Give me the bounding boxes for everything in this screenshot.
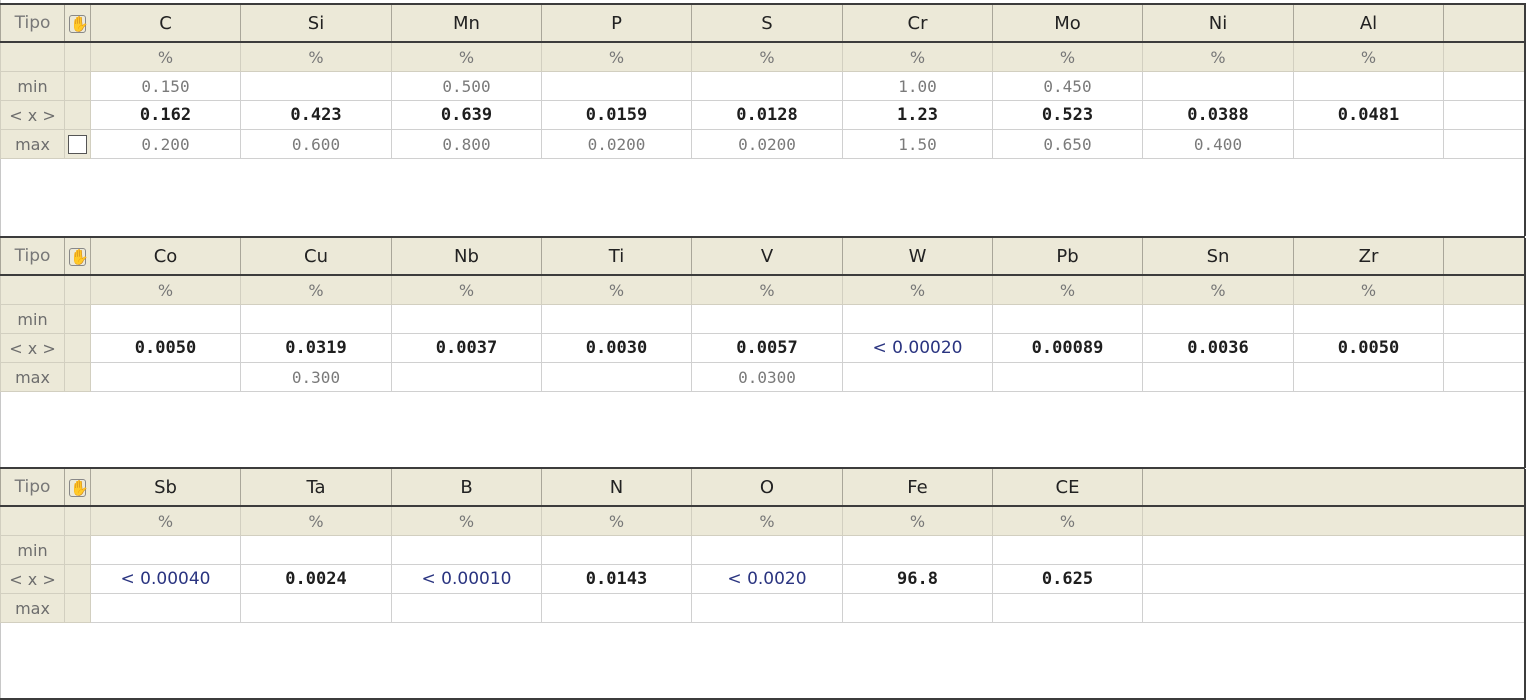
avg-cell-below-detection[interactable]: < 0.00010: [392, 565, 542, 594]
avg-cell[interactable]: 96.8: [843, 565, 993, 594]
min-cell[interactable]: [241, 536, 392, 565]
max-label: max: [1, 594, 65, 623]
hand-icon[interactable]: ✋: [70, 247, 89, 266]
min-cell[interactable]: 1.00: [843, 72, 993, 101]
unit-row: [1, 506, 1525, 536]
unit-row: [1, 42, 1525, 72]
avg-cell-below-detection[interactable]: < 0.00040: [91, 565, 241, 594]
unit-cell: %: [241, 42, 392, 72]
element-header-mn[interactable]: Mn: [392, 4, 542, 42]
grab-handle-cell[interactable]: [65, 468, 91, 506]
element-header-sb[interactable]: Sb: [91, 468, 241, 506]
min-label: min: [1, 536, 65, 565]
avg-cell[interactable]: 0.0128: [692, 101, 843, 130]
avg-aux: [65, 334, 91, 363]
element-header-al[interactable]: Al: [1294, 4, 1444, 42]
avg-cell[interactable]: 0.523: [993, 101, 1143, 130]
avg-cell[interactable]: 0.00089: [993, 334, 1143, 363]
element-header-row: [1, 4, 1525, 42]
min-cell[interactable]: [993, 536, 1143, 565]
avg-cell[interactable]: 0.0319: [241, 334, 392, 363]
avg-cell[interactable]: 0.0050: [91, 334, 241, 363]
avg-label: < x >: [1, 101, 65, 130]
element-header-b[interactable]: B: [392, 468, 542, 506]
element-header-cu[interactable]: Cu: [241, 237, 392, 275]
element-header-mo[interactable]: Mo: [993, 4, 1143, 42]
min-cell[interactable]: 0.500: [392, 72, 542, 101]
unit-cell: %: [1143, 42, 1294, 72]
min-cell[interactable]: [542, 536, 692, 565]
unit-cell: %: [542, 275, 692, 305]
max-cell[interactable]: 0.400: [1143, 130, 1294, 159]
avg-empty: [1444, 334, 1525, 363]
avg-aux: [65, 565, 91, 594]
unit-cell: %: [91, 275, 241, 305]
avg-cell[interactable]: 0.0481: [1294, 101, 1444, 130]
unit-cell: %: [91, 42, 241, 72]
max-label: max: [1, 363, 65, 392]
element-header-nb[interactable]: Nb: [392, 237, 542, 275]
min-cell[interactable]: [91, 305, 241, 334]
max-row: [1, 363, 1525, 392]
unit-label-blank: [1, 275, 65, 305]
min-row: [1, 536, 1525, 565]
min-empty: [1143, 536, 1525, 565]
max-cell[interactable]: [392, 594, 542, 623]
element-header-ni[interactable]: Ni: [1143, 4, 1294, 42]
unit-cell: %: [692, 506, 843, 536]
min-cell[interactable]: [692, 305, 843, 334]
element-header-c[interactable]: C: [91, 4, 241, 42]
empty-header-cell: [1143, 468, 1525, 506]
element-header-o[interactable]: O: [692, 468, 843, 506]
unit-cell: %: [993, 506, 1143, 536]
unit-empty: [1143, 506, 1525, 536]
unit-cell: %: [843, 506, 993, 536]
avg-cell[interactable]: 0.162: [91, 101, 241, 130]
element-header-n[interactable]: N: [542, 468, 692, 506]
min-cell[interactable]: [993, 305, 1143, 334]
element-header-s[interactable]: S: [692, 4, 843, 42]
empty-header-cell: [1444, 4, 1525, 42]
min-cell[interactable]: [1143, 305, 1294, 334]
max-empty: [1444, 130, 1525, 159]
max-checkbox-cell[interactable]: [65, 130, 91, 159]
avg-cell[interactable]: 0.0050: [1294, 334, 1444, 363]
max-cell[interactable]: [241, 594, 392, 623]
min-aux: [65, 536, 91, 565]
element-header-row: [1, 468, 1525, 506]
max-cell[interactable]: 0.800: [392, 130, 542, 159]
unit-cell: %: [692, 42, 843, 72]
tipo-header[interactable]: Tipo: [1, 237, 65, 275]
min-cell[interactable]: [91, 536, 241, 565]
max-label: max: [1, 130, 65, 159]
element-header-ti[interactable]: Ti: [542, 237, 692, 275]
unit-cell: %: [1143, 275, 1294, 305]
unit-cell: %: [542, 42, 692, 72]
unit-cell: %: [392, 275, 542, 305]
unit-cell: %: [241, 275, 392, 305]
element-header-ta[interactable]: Ta: [241, 468, 392, 506]
unit-aux-blank: [65, 42, 91, 72]
unit-cell: %: [91, 506, 241, 536]
max-row: [1, 594, 1525, 623]
max-aux: [65, 363, 91, 392]
max-checkbox[interactable]: [68, 135, 87, 154]
element-header-si[interactable]: Si: [241, 4, 392, 42]
min-cell[interactable]: 0.450: [993, 72, 1143, 101]
avg-aux: [65, 101, 91, 130]
hand-icon[interactable]: ✋: [70, 478, 89, 497]
avg-row: [1, 565, 1525, 594]
composition-table-2: [0, 236, 1525, 392]
min-cell[interactable]: [392, 536, 542, 565]
min-empty: [1444, 305, 1525, 334]
unit-row: [1, 275, 1525, 305]
avg-cell-below-detection[interactable]: < 0.0020: [692, 565, 843, 594]
min-cell[interactable]: [843, 305, 993, 334]
avg-label: < x >: [1, 334, 65, 363]
min-cell[interactable]: [1143, 72, 1294, 101]
element-header-zr[interactable]: Zr: [1294, 237, 1444, 275]
unit-cell: %: [241, 506, 392, 536]
avg-cell[interactable]: 0.625: [993, 565, 1143, 594]
element-header-fe[interactable]: Fe: [843, 468, 993, 506]
max-cell[interactable]: [91, 363, 241, 392]
composition-table-3: [0, 467, 1525, 623]
max-aux: [65, 594, 91, 623]
element-header-cr[interactable]: Cr: [843, 4, 993, 42]
max-cell[interactable]: 1.50: [843, 130, 993, 159]
unit-cell: %: [993, 42, 1143, 72]
avg-cell[interactable]: 1.23: [843, 101, 993, 130]
max-cell[interactable]: 0.600: [241, 130, 392, 159]
max-cell[interactable]: [542, 594, 692, 623]
avg-cell[interactable]: 0.0388: [1143, 101, 1294, 130]
min-cell[interactable]: [1294, 305, 1444, 334]
grab-handle-cell[interactable]: [65, 4, 91, 42]
unit-cell: %: [392, 506, 542, 536]
unit-cell: %: [1294, 42, 1444, 72]
max-cell[interactable]: [1143, 363, 1294, 392]
max-cell[interactable]: [843, 594, 993, 623]
unit-cell: %: [392, 42, 542, 72]
unit-cell: %: [542, 506, 692, 536]
min-cell[interactable]: 0.150: [91, 72, 241, 101]
avg-label: < x >: [1, 565, 65, 594]
empty-header-cell: [1444, 237, 1525, 275]
max-cell[interactable]: [542, 363, 692, 392]
min-cell[interactable]: [1294, 72, 1444, 101]
min-empty: [1444, 72, 1525, 101]
min-cell[interactable]: [241, 72, 392, 101]
avg-cell[interactable]: 0.0057: [692, 334, 843, 363]
element-header-co[interactable]: Co: [91, 237, 241, 275]
min-row: [1, 72, 1525, 101]
element-header-pb[interactable]: Pb: [993, 237, 1143, 275]
max-cell[interactable]: [692, 594, 843, 623]
element-header-v[interactable]: V: [692, 237, 843, 275]
min-cell[interactable]: [542, 305, 692, 334]
min-label: min: [1, 305, 65, 334]
max-empty: [1143, 594, 1525, 623]
element-header-sn[interactable]: Sn: [1143, 237, 1294, 275]
element-header-ce[interactable]: CE: [993, 468, 1143, 506]
max-empty: [1444, 363, 1525, 392]
min-row: [1, 305, 1525, 334]
min-aux: [65, 305, 91, 334]
min-cell[interactable]: [843, 536, 993, 565]
max-cell[interactable]: 0.200: [91, 130, 241, 159]
avg-cell[interactable]: 0.639: [392, 101, 542, 130]
max-cell[interactable]: [843, 363, 993, 392]
min-cell[interactable]: [392, 305, 542, 334]
min-aux: [65, 72, 91, 101]
min-label: min: [1, 72, 65, 101]
max-cell[interactable]: 0.0300: [692, 363, 843, 392]
max-cell[interactable]: 0.300: [241, 363, 392, 392]
composition-table-1: [0, 3, 1525, 159]
avg-cell[interactable]: 0.0024: [241, 565, 392, 594]
unit-label-blank: [1, 506, 65, 536]
grab-handle-cell[interactable]: [65, 237, 91, 275]
unit-cell: %: [1294, 275, 1444, 305]
avg-cell[interactable]: 0.0143: [542, 565, 692, 594]
max-cell[interactable]: 0.0200: [692, 130, 843, 159]
unit-cell: %: [993, 275, 1143, 305]
max-cell[interactable]: 0.650: [993, 130, 1143, 159]
element-header-p[interactable]: P: [542, 4, 692, 42]
avg-empty: [1444, 101, 1525, 130]
max-row: [1, 130, 1525, 159]
unit-label-blank: [1, 42, 65, 72]
unit-aux-blank: [65, 275, 91, 305]
max-cell[interactable]: [392, 363, 542, 392]
min-cell[interactable]: [692, 72, 843, 101]
hand-icon[interactable]: ✋: [70, 14, 89, 33]
max-cell[interactable]: [1294, 130, 1444, 159]
avg-empty: [1143, 565, 1525, 594]
max-cell[interactable]: [1294, 363, 1444, 392]
avg-row: [1, 334, 1525, 363]
element-header-w[interactable]: W: [843, 237, 993, 275]
tipo-header[interactable]: Tipo: [1, 4, 65, 42]
unit-empty: [1444, 42, 1525, 72]
avg-cell-below-detection[interactable]: < 0.00020: [843, 334, 993, 363]
tipo-header[interactable]: Tipo: [1, 468, 65, 506]
unit-cell: %: [843, 42, 993, 72]
avg-cell[interactable]: 0.423: [241, 101, 392, 130]
avg-cell[interactable]: 0.0159: [542, 101, 692, 130]
unit-aux-blank: [65, 506, 91, 536]
unit-cell: %: [692, 275, 843, 305]
max-cell[interactable]: [993, 594, 1143, 623]
avg-cell[interactable]: 0.0037: [392, 334, 542, 363]
max-cell[interactable]: [993, 363, 1143, 392]
avg-cell[interactable]: 0.0036: [1143, 334, 1294, 363]
max-cell[interactable]: [91, 594, 241, 623]
element-header-row: [1, 237, 1525, 275]
min-cell[interactable]: [692, 536, 843, 565]
unit-cell: %: [843, 275, 993, 305]
max-cell[interactable]: 0.0200: [542, 130, 692, 159]
min-cell[interactable]: [542, 72, 692, 101]
min-cell[interactable]: [241, 305, 392, 334]
unit-empty: [1444, 275, 1525, 305]
avg-row: [1, 101, 1525, 130]
avg-cell[interactable]: 0.0030: [542, 334, 692, 363]
